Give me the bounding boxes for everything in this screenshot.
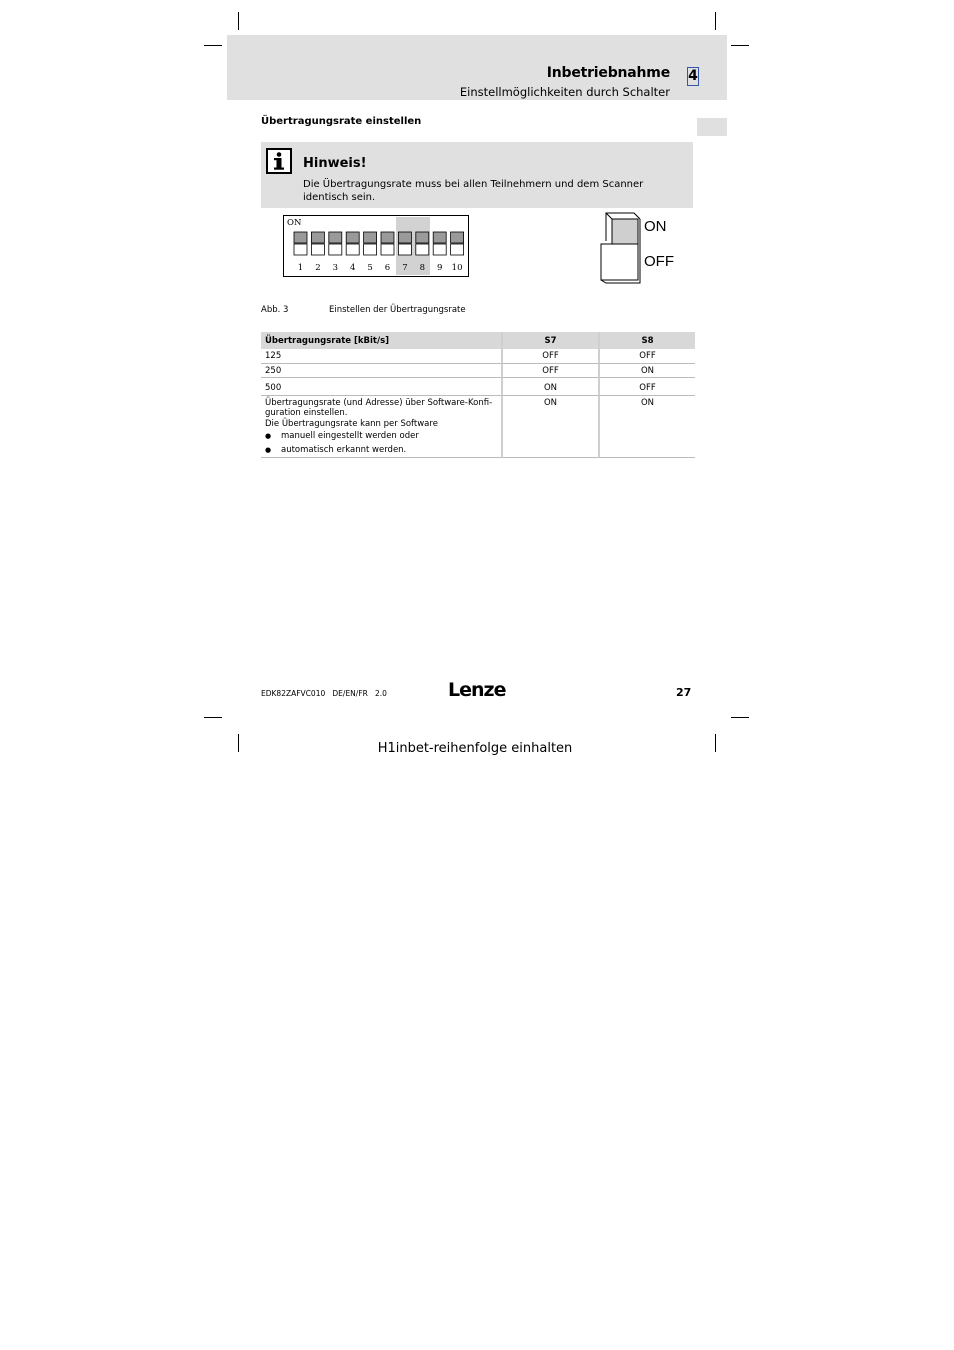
dip-switch-number: 7 xyxy=(402,263,408,273)
dip-switch-6-off xyxy=(381,244,394,255)
dip-switch-1-off xyxy=(294,244,307,255)
dip-switch-8-off xyxy=(416,244,429,255)
dip-switch-6-on xyxy=(381,232,394,243)
crop-mark xyxy=(238,734,239,752)
software-line-2: guration einstellen. xyxy=(265,408,348,418)
dip-switch-5-on xyxy=(364,232,377,243)
lenze-logo: Lenze xyxy=(448,679,506,701)
footer-languages: DE/EN/FR xyxy=(332,689,368,698)
footer-doc-id: EDK82ZAFVC010 xyxy=(261,689,326,698)
table-header-s8: S8 xyxy=(598,332,695,349)
dip-switch-2-on xyxy=(311,232,324,243)
dip-switch-3-off xyxy=(329,244,342,255)
crop-mark xyxy=(715,12,716,30)
toggle-on-label: ON xyxy=(644,218,667,235)
crop-mark xyxy=(731,45,749,46)
table-cell-s7: OFF xyxy=(501,349,598,364)
table-cell-s8: OFF xyxy=(598,349,695,364)
table-cell-s8: ON xyxy=(598,364,695,379)
table-cell-s7: ON xyxy=(501,378,598,396)
table-cell-s8: ON xyxy=(598,396,695,459)
dip-switch-3-on xyxy=(329,232,342,243)
table-cell-software-config xyxy=(261,396,501,459)
dip-switch-8-on xyxy=(416,232,429,243)
crop-mark xyxy=(731,717,749,718)
table-cell-s7: ON xyxy=(501,396,598,459)
table-header-s7: S7 xyxy=(501,332,598,349)
dip-switch-9-off xyxy=(433,244,446,255)
dip-switch-number: 10 xyxy=(451,263,463,273)
toggle-switch-legend xyxy=(598,211,688,285)
dip-switch-7-on xyxy=(398,232,411,243)
dip-on-label: ON xyxy=(287,218,302,228)
chapter-title: Inbetriebnahme xyxy=(546,65,670,81)
chapter-number: 4 xyxy=(688,68,698,84)
toggle-off-label: OFF xyxy=(644,253,674,270)
dip-switch-number: 8 xyxy=(419,263,426,273)
figure-caption: Einstellen der Übertragungsrate xyxy=(329,305,466,315)
software-line-3: Die Übertragungsrate kann per Software xyxy=(265,418,438,429)
crop-mark xyxy=(238,12,239,30)
dip-switch-diagram xyxy=(283,215,469,277)
page-number: 27 xyxy=(676,686,692,699)
dip-switch-number: 9 xyxy=(436,263,443,273)
dip-switch-5-off xyxy=(364,244,377,255)
note-title: Hinweis! xyxy=(303,156,367,171)
dip-switch-7-off xyxy=(398,244,411,255)
table-row xyxy=(261,349,695,364)
toggle-off-part xyxy=(601,244,638,280)
chapter-subtitle: Einstellmöglichkeiten durch Schalter xyxy=(459,85,670,99)
dip-switch-number: 6 xyxy=(384,263,391,273)
table-row xyxy=(261,364,695,379)
section-heading: Übertragungsrate einstellen xyxy=(261,116,422,127)
dip-switch-4-on xyxy=(346,232,359,243)
dip-switch-number: 2 xyxy=(315,263,321,273)
dip-switch-number: 3 xyxy=(332,263,339,273)
dip-switch-2-off xyxy=(311,244,324,255)
bottom-caption: H1inbet-reihenfolge einhalten xyxy=(377,741,573,756)
dip-switch-9-on xyxy=(433,232,446,243)
dip-switch-number: 1 xyxy=(297,263,304,273)
dip-switch-10-on xyxy=(451,232,464,243)
table-cell-rate: 125 xyxy=(261,349,501,364)
dip-switch-10-off xyxy=(451,244,464,255)
table-header-row xyxy=(261,332,695,349)
table-row xyxy=(261,378,695,396)
info-icon xyxy=(266,148,292,174)
toggle-on-part xyxy=(612,219,638,244)
footer-doc-info xyxy=(261,689,387,698)
crop-mark xyxy=(204,45,222,46)
software-bullet: ● automatisch erkannt werden. xyxy=(265,445,497,456)
table-cell-rate: 250 xyxy=(261,364,501,379)
note-text: Die Übertragungsrate muss bei allen Teilnehmern und dem Scanner identisch sein. xyxy=(303,179,644,203)
table-cell-s8: OFF xyxy=(598,378,695,396)
dip-switch-4-off xyxy=(346,244,359,255)
figure-label: Abb. 3 xyxy=(261,305,289,315)
crop-mark xyxy=(204,717,222,718)
software-bullet: ● manuell eingestellt werden oder xyxy=(265,431,497,442)
table-cell-s7: OFF xyxy=(501,364,598,379)
dip-switch-number: 5 xyxy=(367,263,373,273)
table-header-rate: Übertragungsrate [kBit/s] xyxy=(261,332,501,349)
footer-version: 2.0 xyxy=(375,689,387,698)
transfer-rate-table xyxy=(261,332,695,458)
table-cell-rate: 500 xyxy=(261,378,501,396)
side-tab-marker xyxy=(697,118,727,136)
table-row-software xyxy=(261,396,695,459)
dip-switch-number: 4 xyxy=(349,263,356,273)
crop-mark xyxy=(715,734,716,752)
software-line-1: Übertragungsrate (und Adresse) über Software-Konfi- xyxy=(265,397,493,408)
dip-switch-1-on xyxy=(294,232,307,243)
